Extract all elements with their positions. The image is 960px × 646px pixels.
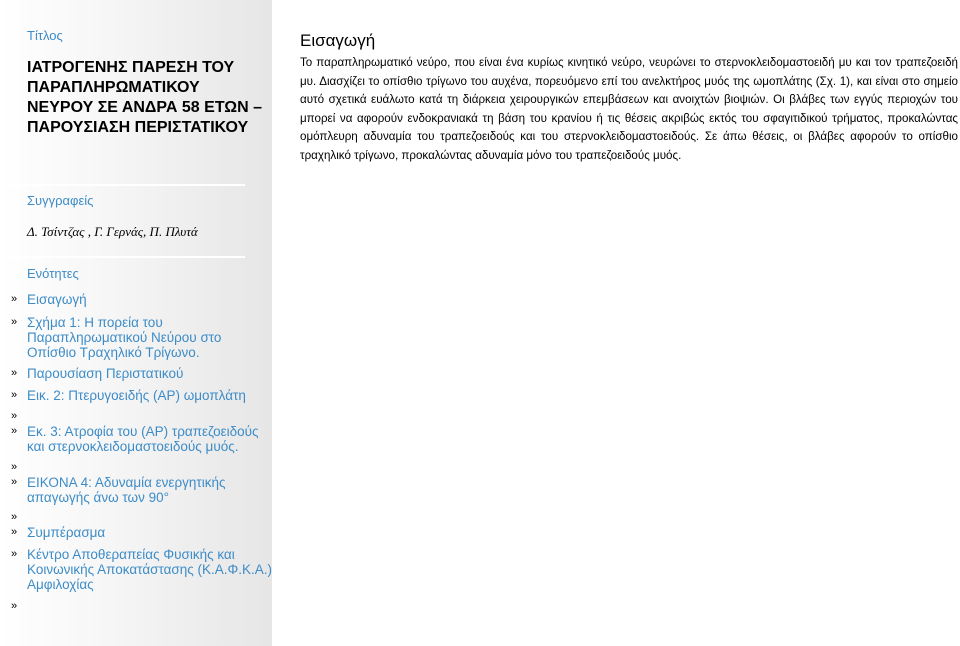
toc-link-figure-4[interactable]: ΕΙΚΟΝΑ 4: Αδυναμία ενεργητικής απαγωγής άνω των 90° — [27, 475, 226, 505]
sidebar — [0, 0, 272, 646]
table-of-contents — [11, 292, 273, 614]
toc-item[interactable] — [11, 510, 273, 525]
bullet-icon: » — [11, 511, 18, 523]
toc-link-empty[interactable] — [27, 599, 273, 614]
main-content — [300, 30, 958, 166]
bullet-icon: » — [11, 425, 18, 437]
toc-link-introduction[interactable]: Εισαγωγή — [27, 292, 87, 307]
bullet-icon: » — [11, 367, 18, 379]
toc-item[interactable] — [11, 424, 273, 454]
section-divider — [0, 256, 245, 258]
section-body: Το παραπληρωματικό νεύρο, που είναι ένα κυρίως κινητικό νεύρο, νευρώνει το στερνοκλειδομαστοειδή μυ και τον τραπεζοειδή μυ. Διασχίζει το οπίσθιο τρίγωνο του αυχένα, πορευόμενο επί του ανελκτήρος μυός της ωμοπλάτης (Σχ. 1), και είναι στο σημείο αυτό σχετικά ευάλωτο κατά τη διάρκεια χειρουργικών επεμβάσεων και ανοιχτών βιοψιών. Οι βλάβες των εγγύς περιοχών του μπορεί να αφορούν ενδοκρανιακά τη βάση του κρανίου ή τις θέσεις ακριβώς εκτός του σφαγιτιδικού τρήματος, προκαλώντας ομόπλευρη αδυναμία του τραπεζοειδούς και του στερνοκλειδομαστοειδούς. Σε άπω θέσεις, οι βλάβες αφορούν το οπίσθιο τραχηλικό τρίγωνο, προκαλώντας αδυναμία μόνο του τραπεζοειδούς μυός. — [300, 56, 958, 162]
toc-item[interactable] — [11, 547, 273, 592]
toc-item[interactable] — [11, 599, 273, 614]
toc-link-figure-1[interactable]: Σχήμα 1: Η πορεία του Παραπληρωματικού Νεύρου στο Οπίσθιο Τραχηλικό Τρίγωνο. — [27, 315, 222, 360]
toc-item[interactable] — [11, 388, 273, 403]
toc-link-empty[interactable] — [27, 409, 273, 424]
bullet-icon: » — [11, 316, 18, 328]
toc-item[interactable] — [11, 366, 273, 381]
toc-link-empty[interactable] — [27, 460, 273, 475]
bullet-icon: » — [11, 389, 18, 401]
toc-link-case-presentation[interactable]: Παρουσίαση Περιστατικού — [27, 366, 184, 381]
toc-item[interactable] — [11, 315, 273, 360]
bullet-icon: » — [11, 548, 18, 560]
toc-link-empty[interactable] — [27, 510, 273, 525]
toc-link-figure-3[interactable]: Εκ. 3: Ατροφία του (ΑΡ) τραπεζοειδούς και στερνοκλειδομαστοειδούς μυός. — [27, 424, 259, 454]
authors-section-label: Συγγραφείς — [27, 193, 94, 208]
bullet-icon: » — [11, 476, 18, 488]
section-divider — [0, 184, 245, 186]
toc-item[interactable] — [11, 475, 273, 505]
toc-item[interactable] — [11, 409, 273, 424]
toc-link-rehab-center[interactable]: Κέντρο Αποθεραπείας Φυσικής και Κοινωνικής Αποκατάστασης (Κ.Α.Φ.Κ.Α.) Αμφιλοχίας — [27, 547, 273, 592]
section-heading: Εισαγωγή — [300, 31, 376, 50]
toc-item[interactable] — [11, 525, 273, 540]
toc-item[interactable] — [11, 460, 273, 475]
bullet-icon: » — [11, 526, 18, 538]
bullet-icon: » — [11, 293, 18, 305]
authors: Δ. Τσίντζας , Γ. Γερνάς, Π. Πλυτά — [27, 224, 198, 239]
document-title: ΙΑΤΡΟΓΕΝΗΣ ΠΑΡΕΣΗ ΤΟΥ ΠΑΡΑΠΛΗΡΩΜΑΤΙΚΟΥ ΝΕΥΡΟΥ ΣΕ ΑΝΔΡΑ 58 ΕΤΩΝ – ΠΑΡΟΥΣΙΑΣΗ ΠΕΡΙΣΤΑΤΙΚΟΥ — [27, 59, 263, 136]
toc-item[interactable] — [11, 292, 273, 307]
bullet-icon: » — [11, 600, 18, 612]
bullet-icon: » — [11, 461, 18, 473]
toc-link-figure-2[interactable]: Εικ. 2: Πτερυγοειδής (ΑΡ) ωμοπλάτη — [27, 388, 246, 403]
bullet-icon: » — [11, 410, 18, 422]
toc-link-conclusion[interactable]: Συμπέρασμα — [27, 525, 106, 540]
sections-section-label: Ενότητες — [27, 266, 79, 281]
title-section-label: Τίτλος — [27, 28, 63, 43]
